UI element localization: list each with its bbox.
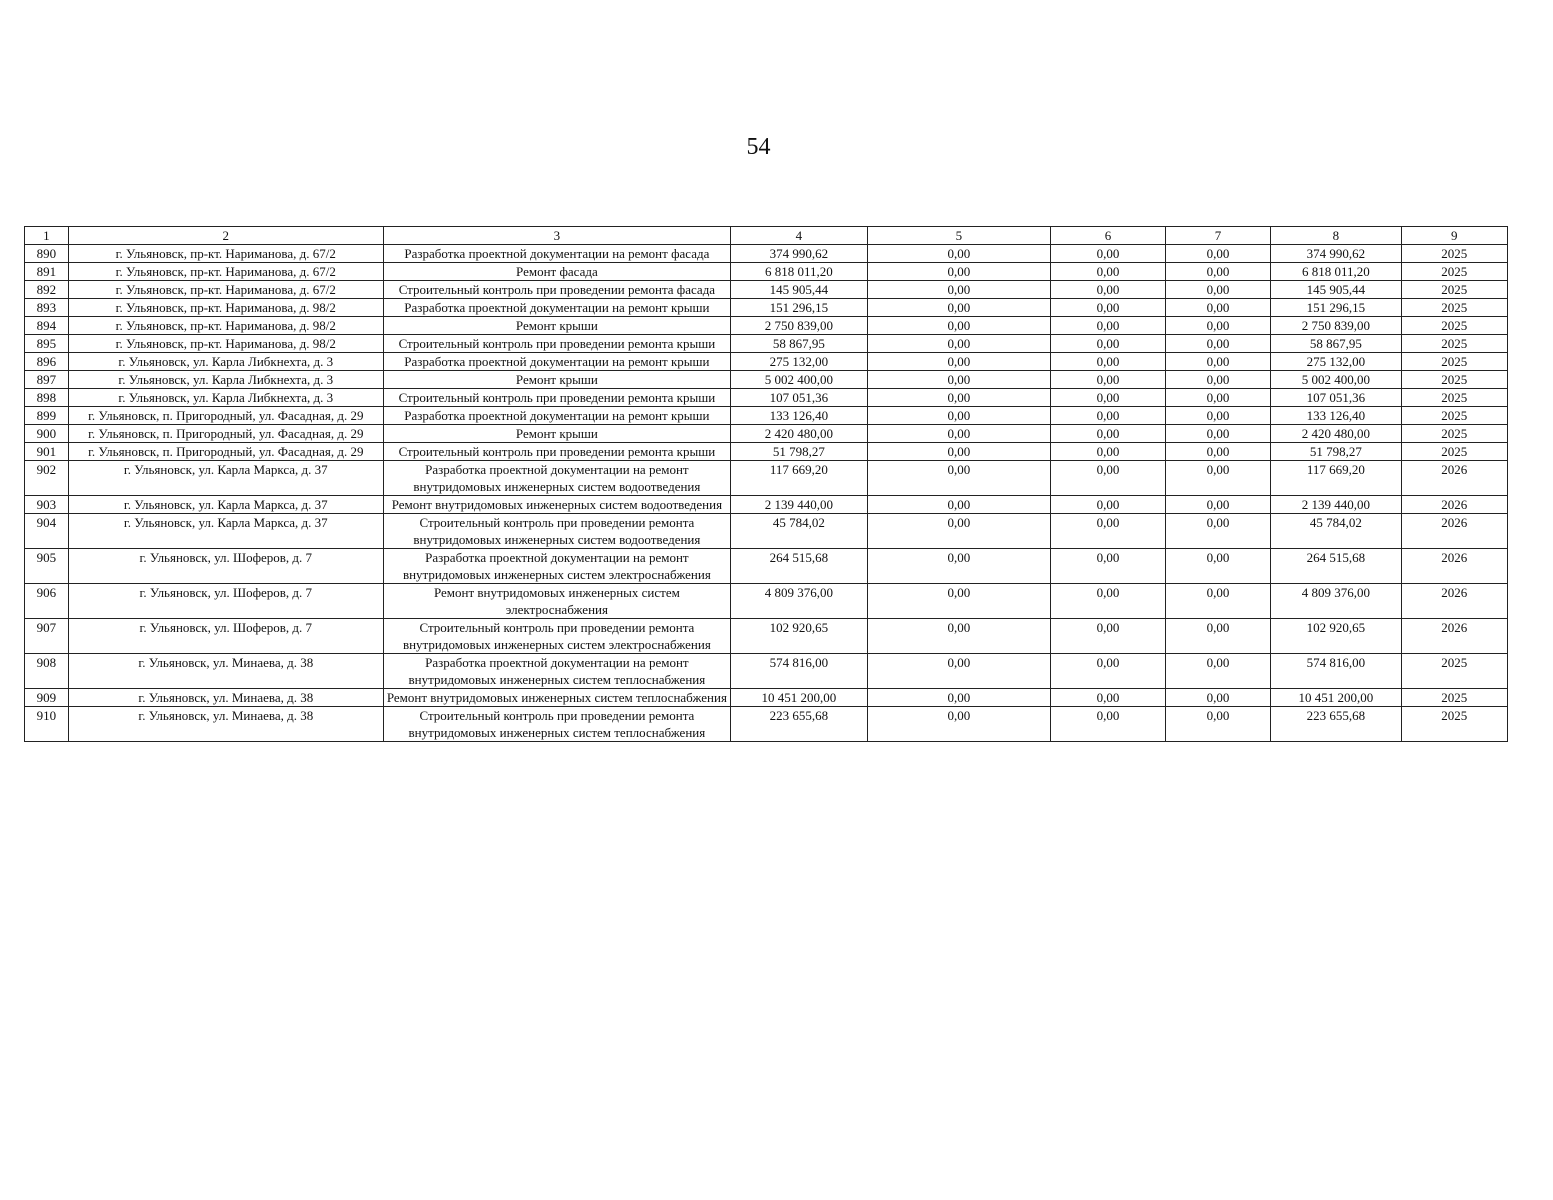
col8-cell: 275 132,00	[1271, 353, 1401, 371]
row-number-cell: 896	[25, 353, 69, 371]
work-type-cell: Ремонт крыши	[383, 371, 730, 389]
col7-cell: 0,00	[1165, 425, 1270, 443]
address-cell: г. Ульяновск, ул. Минаева, д. 38	[68, 689, 383, 707]
col8-cell: 133 126,40	[1271, 407, 1401, 425]
col6-cell: 0,00	[1051, 496, 1166, 514]
table-row	[25, 514, 1508, 549]
work-type-cell: Разработка проектной документации на ремонт внутридомовых инженерных систем теплоснабжения	[383, 654, 730, 689]
row-number-cell: 909	[25, 689, 69, 707]
address-cell: г. Ульяновск, ул. Карла Маркса, д. 37	[68, 496, 383, 514]
table-row	[25, 353, 1508, 371]
total-cost-cell: 145 905,44	[731, 281, 868, 299]
col5-cell: 0,00	[867, 707, 1051, 742]
year-cell: 2025	[1401, 281, 1507, 299]
address-cell: г. Ульяновск, ул. Минаева, д. 38	[68, 654, 383, 689]
col5-cell: 0,00	[867, 443, 1051, 461]
row-number-cell: 897	[25, 371, 69, 389]
col6-cell: 0,00	[1051, 707, 1166, 742]
row-number-cell: 891	[25, 263, 69, 281]
total-cost-cell: 58 867,95	[731, 335, 868, 353]
address-cell: г. Ульяновск, ул. Карла Либкнехта, д. 3	[68, 353, 383, 371]
column-header: 8	[1271, 227, 1401, 245]
col6-cell: 0,00	[1051, 407, 1166, 425]
col8-cell: 10 451 200,00	[1271, 689, 1401, 707]
column-header: 4	[731, 227, 868, 245]
column-header: 7	[1165, 227, 1270, 245]
col6-cell: 0,00	[1051, 619, 1166, 654]
col7-cell: 0,00	[1165, 353, 1270, 371]
col8-cell: 102 920,65	[1271, 619, 1401, 654]
address-cell: г. Ульяновск, пр-кт. Нариманова, д. 67/2	[68, 281, 383, 299]
total-cost-cell: 2 750 839,00	[731, 317, 868, 335]
year-cell: 2026	[1401, 514, 1507, 549]
total-cost-cell: 374 990,62	[731, 245, 868, 263]
col8-cell: 151 296,15	[1271, 299, 1401, 317]
table-row	[25, 689, 1508, 707]
col5-cell: 0,00	[867, 371, 1051, 389]
table-row	[25, 371, 1508, 389]
table-row	[25, 281, 1508, 299]
column-header: 5	[867, 227, 1051, 245]
col6-cell: 0,00	[1051, 425, 1166, 443]
row-number-cell: 903	[25, 496, 69, 514]
total-cost-cell: 6 818 011,20	[731, 263, 868, 281]
work-type-cell: Разработка проектной документации на ремонт крыши	[383, 353, 730, 371]
row-number-cell: 892	[25, 281, 69, 299]
col5-cell: 0,00	[867, 689, 1051, 707]
address-cell: г. Ульяновск, ул. Шоферов, д. 7	[68, 619, 383, 654]
year-cell: 2025	[1401, 245, 1507, 263]
address-cell: г. Ульяновск, ул. Карла Либкнехта, д. 3	[68, 389, 383, 407]
program-table	[24, 226, 1508, 742]
col5-cell: 0,00	[867, 496, 1051, 514]
year-cell: 2025	[1401, 443, 1507, 461]
col6-cell: 0,00	[1051, 654, 1166, 689]
table-row	[25, 549, 1508, 584]
col5-cell: 0,00	[867, 299, 1051, 317]
address-cell: г. Ульяновск, ул. Карла Маркса, д. 37	[68, 461, 383, 496]
row-number-cell: 910	[25, 707, 69, 742]
col6-cell: 0,00	[1051, 371, 1166, 389]
address-cell: г. Ульяновск, ул. Минаева, д. 38	[68, 707, 383, 742]
total-cost-cell: 2 420 480,00	[731, 425, 868, 443]
col5-cell: 0,00	[867, 461, 1051, 496]
col7-cell: 0,00	[1165, 707, 1270, 742]
total-cost-cell: 4 809 376,00	[731, 584, 868, 619]
row-number-cell: 904	[25, 514, 69, 549]
col7-cell: 0,00	[1165, 549, 1270, 584]
col7-cell: 0,00	[1165, 263, 1270, 281]
col7-cell: 0,00	[1165, 299, 1270, 317]
row-number-cell: 902	[25, 461, 69, 496]
table-row	[25, 317, 1508, 335]
row-number-cell: 898	[25, 389, 69, 407]
col6-cell: 0,00	[1051, 317, 1166, 335]
row-number-cell: 894	[25, 317, 69, 335]
row-number-cell: 893	[25, 299, 69, 317]
col8-cell: 145 905,44	[1271, 281, 1401, 299]
col7-cell: 0,00	[1165, 245, 1270, 263]
col7-cell: 0,00	[1165, 514, 1270, 549]
work-type-cell: Разработка проектной документации на ремонт фасада	[383, 245, 730, 263]
work-type-cell: Строительный контроль при проведении ремонта внутридомовых инженерных систем водоотведения	[383, 514, 730, 549]
work-type-cell: Ремонт крыши	[383, 317, 730, 335]
page-number: 54	[746, 134, 771, 160]
col6-cell: 0,00	[1051, 549, 1166, 584]
col8-cell: 223 655,68	[1271, 707, 1401, 742]
column-header: 6	[1051, 227, 1166, 245]
table-row	[25, 245, 1508, 263]
total-cost-cell: 275 132,00	[731, 353, 868, 371]
row-number-cell: 899	[25, 407, 69, 425]
year-cell: 2026	[1401, 584, 1507, 619]
column-header: 1	[25, 227, 69, 245]
col5-cell: 0,00	[867, 335, 1051, 353]
work-type-cell: Разработка проектной документации на ремонт крыши	[383, 407, 730, 425]
address-cell: г. Ульяновск, ул. Карла Маркса, д. 37	[68, 514, 383, 549]
col6-cell: 0,00	[1051, 689, 1166, 707]
address-cell: г. Ульяновск, ул. Карла Либкнехта, д. 3	[68, 371, 383, 389]
address-cell: г. Ульяновск, пр-кт. Нариманова, д. 67/2	[68, 263, 383, 281]
year-cell: 2025	[1401, 353, 1507, 371]
work-type-cell: Ремонт внутридомовых инженерных систем теплоснабжения	[383, 689, 730, 707]
col7-cell: 0,00	[1165, 619, 1270, 654]
col6-cell: 0,00	[1051, 353, 1166, 371]
col6-cell: 0,00	[1051, 389, 1166, 407]
work-type-cell: Строительный контроль при проведении ремонта крыши	[383, 389, 730, 407]
total-cost-cell: 133 126,40	[731, 407, 868, 425]
col5-cell: 0,00	[867, 425, 1051, 443]
year-cell: 2026	[1401, 549, 1507, 584]
year-cell: 2025	[1401, 707, 1507, 742]
col6-cell: 0,00	[1051, 514, 1166, 549]
work-type-cell: Разработка проектной документации на ремонт внутридомовых инженерных систем электроснабжения	[383, 549, 730, 584]
col8-cell: 2 750 839,00	[1271, 317, 1401, 335]
row-number-cell: 905	[25, 549, 69, 584]
address-cell: г. Ульяновск, пр-кт. Нариманова, д. 98/2	[68, 335, 383, 353]
col5-cell: 0,00	[867, 514, 1051, 549]
total-cost-cell: 264 515,68	[731, 549, 868, 584]
col5-cell: 0,00	[867, 245, 1051, 263]
table-row	[25, 335, 1508, 353]
total-cost-cell: 5 002 400,00	[731, 371, 868, 389]
col7-cell: 0,00	[1165, 496, 1270, 514]
year-cell: 2026	[1401, 496, 1507, 514]
total-cost-cell: 10 451 200,00	[731, 689, 868, 707]
col5-cell: 0,00	[867, 619, 1051, 654]
year-cell: 2025	[1401, 425, 1507, 443]
col8-cell: 6 818 011,20	[1271, 263, 1401, 281]
work-type-cell: Строительный контроль при проведении ремонта внутридомовых инженерных систем теплоснабжения	[383, 707, 730, 742]
col6-cell: 0,00	[1051, 281, 1166, 299]
total-cost-cell: 2 139 440,00	[731, 496, 868, 514]
table-row	[25, 389, 1508, 407]
col5-cell: 0,00	[867, 389, 1051, 407]
col8-cell: 264 515,68	[1271, 549, 1401, 584]
col5-cell: 0,00	[867, 584, 1051, 619]
work-type-cell: Разработка проектной документации на ремонт крыши	[383, 299, 730, 317]
col6-cell: 0,00	[1051, 461, 1166, 496]
col8-cell: 45 784,02	[1271, 514, 1401, 549]
address-cell: г. Ульяновск, п. Пригородный, ул. Фасадная, д. 29	[68, 425, 383, 443]
row-number-cell: 907	[25, 619, 69, 654]
total-cost-cell: 107 051,36	[731, 389, 868, 407]
work-type-cell: Строительный контроль при проведении ремонта фасада	[383, 281, 730, 299]
table-row	[25, 654, 1508, 689]
col7-cell: 0,00	[1165, 689, 1270, 707]
table-row	[25, 263, 1508, 281]
address-cell: г. Ульяновск, пр-кт. Нариманова, д. 98/2	[68, 299, 383, 317]
col8-cell: 574 816,00	[1271, 654, 1401, 689]
col8-cell: 4 809 376,00	[1271, 584, 1401, 619]
table-row	[25, 619, 1508, 654]
year-cell: 2025	[1401, 654, 1507, 689]
table-row	[25, 425, 1508, 443]
year-cell: 2025	[1401, 689, 1507, 707]
col6-cell: 0,00	[1051, 263, 1166, 281]
total-cost-cell: 51 798,27	[731, 443, 868, 461]
work-type-cell: Ремонт крыши	[383, 425, 730, 443]
total-cost-cell: 117 669,20	[731, 461, 868, 496]
col5-cell: 0,00	[867, 654, 1051, 689]
row-number-cell: 890	[25, 245, 69, 263]
col7-cell: 0,00	[1165, 317, 1270, 335]
total-cost-cell: 102 920,65	[731, 619, 868, 654]
col8-cell: 2 420 480,00	[1271, 425, 1401, 443]
table-row	[25, 496, 1508, 514]
address-cell: г. Ульяновск, ул. Шоферов, д. 7	[68, 549, 383, 584]
col7-cell: 0,00	[1165, 461, 1270, 496]
column-header: 2	[68, 227, 383, 245]
work-type-cell: Ремонт фасада	[383, 263, 730, 281]
col6-cell: 0,00	[1051, 299, 1166, 317]
col7-cell: 0,00	[1165, 407, 1270, 425]
col7-cell: 0,00	[1165, 654, 1270, 689]
total-cost-cell: 45 784,02	[731, 514, 868, 549]
col7-cell: 0,00	[1165, 335, 1270, 353]
year-cell: 2025	[1401, 263, 1507, 281]
col5-cell: 0,00	[867, 281, 1051, 299]
col7-cell: 0,00	[1165, 371, 1270, 389]
year-cell: 2025	[1401, 407, 1507, 425]
row-number-cell: 895	[25, 335, 69, 353]
address-cell: г. Ульяновск, ул. Шоферов, д. 7	[68, 584, 383, 619]
col8-cell: 107 051,36	[1271, 389, 1401, 407]
row-number-cell: 908	[25, 654, 69, 689]
col6-cell: 0,00	[1051, 245, 1166, 263]
row-number-cell: 901	[25, 443, 69, 461]
col7-cell: 0,00	[1165, 281, 1270, 299]
year-cell: 2026	[1401, 461, 1507, 496]
col6-cell: 0,00	[1051, 584, 1166, 619]
work-type-cell: Ремонт внутридомовых инженерных систем электроснабжения	[383, 584, 730, 619]
total-cost-cell: 151 296,15	[731, 299, 868, 317]
total-cost-cell: 574 816,00	[731, 654, 868, 689]
work-type-cell: Разработка проектной документации на ремонт внутридомовых инженерных систем водоотведения	[383, 461, 730, 496]
table-row	[25, 707, 1508, 742]
table-row	[25, 407, 1508, 425]
col6-cell: 0,00	[1051, 443, 1166, 461]
year-cell: 2025	[1401, 317, 1507, 335]
col7-cell: 0,00	[1165, 443, 1270, 461]
work-type-cell: Строительный контроль при проведении ремонта крыши	[383, 335, 730, 353]
year-cell: 2025	[1401, 389, 1507, 407]
table-row	[25, 443, 1508, 461]
col8-cell: 51 798,27	[1271, 443, 1401, 461]
column-header: 3	[383, 227, 730, 245]
work-type-cell: Ремонт внутридомовых инженерных систем водоотведения	[383, 496, 730, 514]
year-cell: 2025	[1401, 371, 1507, 389]
col5-cell: 0,00	[867, 407, 1051, 425]
col8-cell: 2 139 440,00	[1271, 496, 1401, 514]
col7-cell: 0,00	[1165, 389, 1270, 407]
work-type-cell: Строительный контроль при проведении ремонта крыши	[383, 443, 730, 461]
address-cell: г. Ульяновск, пр-кт. Нариманова, д. 98/2	[68, 317, 383, 335]
table-header	[25, 227, 1508, 245]
col5-cell: 0,00	[867, 263, 1051, 281]
address-cell: г. Ульяновск, п. Пригородный, ул. Фасадная, д. 29	[68, 407, 383, 425]
address-cell: г. Ульяновск, п. Пригородный, ул. Фасадная, д. 29	[68, 443, 383, 461]
year-cell: 2025	[1401, 335, 1507, 353]
col8-cell: 374 990,62	[1271, 245, 1401, 263]
table-row	[25, 461, 1508, 496]
row-number-cell: 906	[25, 584, 69, 619]
table-row	[25, 299, 1508, 317]
year-cell: 2025	[1401, 299, 1507, 317]
col6-cell: 0,00	[1051, 335, 1166, 353]
table-row	[25, 584, 1508, 619]
address-cell: г. Ульяновск, пр-кт. Нариманова, д. 67/2	[68, 245, 383, 263]
work-type-cell: Строительный контроль при проведении ремонта внутридомовых инженерных систем электроснабжения	[383, 619, 730, 654]
total-cost-cell: 223 655,68	[731, 707, 868, 742]
row-number-cell: 900	[25, 425, 69, 443]
col5-cell: 0,00	[867, 317, 1051, 335]
col8-cell: 5 002 400,00	[1271, 371, 1401, 389]
col5-cell: 0,00	[867, 549, 1051, 584]
col8-cell: 58 867,95	[1271, 335, 1401, 353]
table-body	[25, 245, 1508, 742]
column-header: 9	[1401, 227, 1507, 245]
col8-cell: 117 669,20	[1271, 461, 1401, 496]
year-cell: 2026	[1401, 619, 1507, 654]
col7-cell: 0,00	[1165, 584, 1270, 619]
col5-cell: 0,00	[867, 353, 1051, 371]
